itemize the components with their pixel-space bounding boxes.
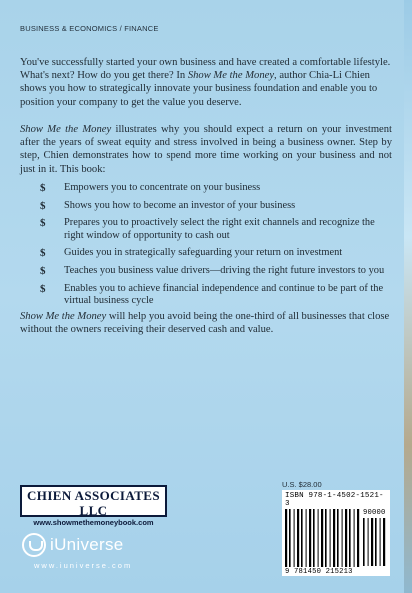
publisher-url: www.showmethemoneybook.com [33, 518, 154, 527]
imprint-logo [22, 530, 124, 560]
barcode [282, 490, 390, 576]
publisher-logo [20, 485, 167, 527]
isbn-text: ISBN 978-1-4502-1521-3 [285, 492, 384, 508]
list-item: $ Empowers you to concentrate on your business [40, 182, 261, 194]
dollar-bullet-icon: $ [40, 282, 46, 295]
imprint-name: iUniverse [50, 535, 124, 554]
barcode-bars [285, 509, 387, 567]
barcode-number: 9 781450 215213 [285, 568, 353, 576]
price-label: U.S. $28.00 [282, 480, 322, 489]
closing-paragraph: Show Me the Money will help you avoid being the one-third of all businesses that close without the owners receiving their deserved cash and value. [20, 311, 390, 336]
book-title: Show Me the Money [187, 70, 275, 82]
spine-edge [404, 0, 412, 593]
dollar-bullet-icon: $ [40, 247, 46, 260]
benefits-list [40, 182, 394, 313]
book-title: Show Me the Money [20, 124, 112, 135]
dollar-bullet-icon: $ [40, 182, 46, 194]
addon-barcode-icon [363, 518, 387, 566]
dollar-bullet-icon: $ [40, 264, 46, 277]
list-item: $ Guides you in strategically safeguarding your return on investment [40, 247, 343, 260]
publisher-name: CHIEN ASSOCIATES LLC [27, 488, 160, 518]
description-paragraph: Show Me the Money illustrates why you should expect a return on your investment after the years of sweat equity and stress involved in being a business owner. Step by step, Chien demonstrates how to spend more time working on your business and not just in it. This book: [20, 124, 393, 175]
intro-paragraph: You've successfully started your own business and have created a comfortable lifestyle. What's next? How do you get there? In Show Me the Money, author Chia-Li Chien shows you how to strategically innovate your business foundation and enable you to position your company to get the value you deserve. [20, 57, 391, 108]
ean-barcode-icon [285, 509, 361, 567]
book-title: Show Me the Money [20, 311, 107, 322]
dollar-bullet-icon: $ [40, 217, 46, 230]
list-item: $ Shows you how to become an investor of your business [40, 199, 296, 212]
list-item: $ Teaches you business value drivers—driving the right future investors to you [40, 264, 385, 277]
list-item: $ Enables you to achieve financial independence and continue to be part of the virtual business cycle [40, 282, 384, 307]
price-code: 90000 [363, 509, 386, 517]
list-item: $ Prepares you to proactively select the right exit channels and recognize the right window of opportunity to cash out [40, 217, 375, 241]
dollar-bullet-icon: $ [40, 199, 46, 212]
category-label: BUSINESS & ECONOMICS / FINANCE [20, 24, 159, 33]
imprint-url: www.iuniverse.com [34, 561, 133, 570]
iuniverse-logo-icon [22, 533, 46, 557]
